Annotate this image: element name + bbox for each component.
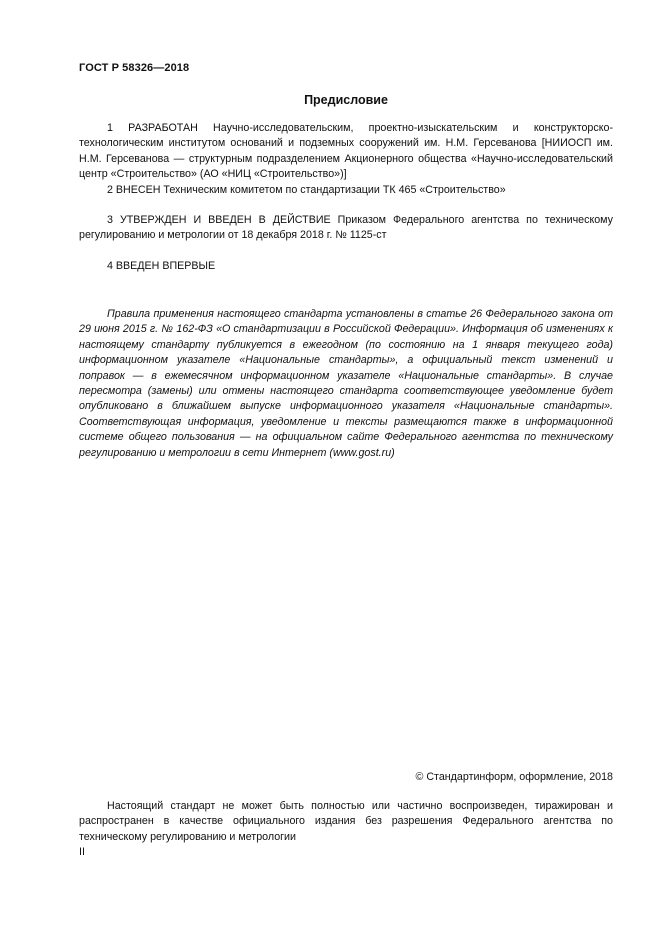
paragraph-introduced-by: 2 ВНЕСЕН Техническим комитетом по стандартизации ТК 465 «Строительство» bbox=[107, 184, 506, 196]
paragraph-first-introduced: 4 ВВЕДЕН ВПЕРВЫЕ bbox=[107, 260, 216, 272]
copyright-line: © Стандартинформ, оформление, 2018 bbox=[415, 771, 613, 783]
page-number: II bbox=[79, 846, 85, 858]
legal-notice: Настоящий стандарт не может быть полностью или частично воспроизведен, тиражирован и распространен в качестве официального издания без разрешения Федерального агентства по техническому регулированию и метрологии bbox=[79, 800, 613, 843]
standard-code: ГОСТ Р 58326—2018 bbox=[79, 62, 190, 74]
page-title: Предисловие bbox=[304, 93, 388, 107]
application-rules-notice: Правила применения настоящего стандарта установлены в статье 26 Федерального закона от 29 июня 2015 г. № 162-ФЗ «О стандартизации в Российской Федерации». Информация об изменениях к настоящему стандарту публикуется в ежегодном (по состоянию на 1 января текущего года) информационном указателе «Национальные стандарты», а официальный текст изменений и поправок — в ежемесячном информационном указателе «Национальные стандарты». В случае пересмотра (замены) или отмены настоящего стандарта соответствующее уведомление будет опубликовано в ближайшем выпуске информационного указателя «Национальные стандарты». Соответствующая информация, уведомление и тексты размещаются также в информационной системе общего пользования — на официальном сайте Федерального агентства по техническому регулированию и метрологии в сети Интернет (www.gost.ru) bbox=[79, 308, 613, 459]
paragraph-developed-by: 1 РАЗРАБОТАН Научно-исследовательским, проектно-изыскательским и конструкторско-технологическим институтом оснований и подземных сооружений им. Н.М. Герсеванова [НИИОСП им. Н.М. Герсеванова — структурным подразделением Акционерного общества «Научно-исследовательский центр «Строительство» (АО «НИЦ «Строительство»)] bbox=[79, 122, 613, 181]
paragraph-approved: 3 УТВЕРЖДЕН И ВВЕДЕН В ДЕЙСТВИЕ Приказом Федерального агентства по техническому регулированию и метрологии от 18 декабря 2018 г. № 1125-ст bbox=[79, 214, 613, 242]
